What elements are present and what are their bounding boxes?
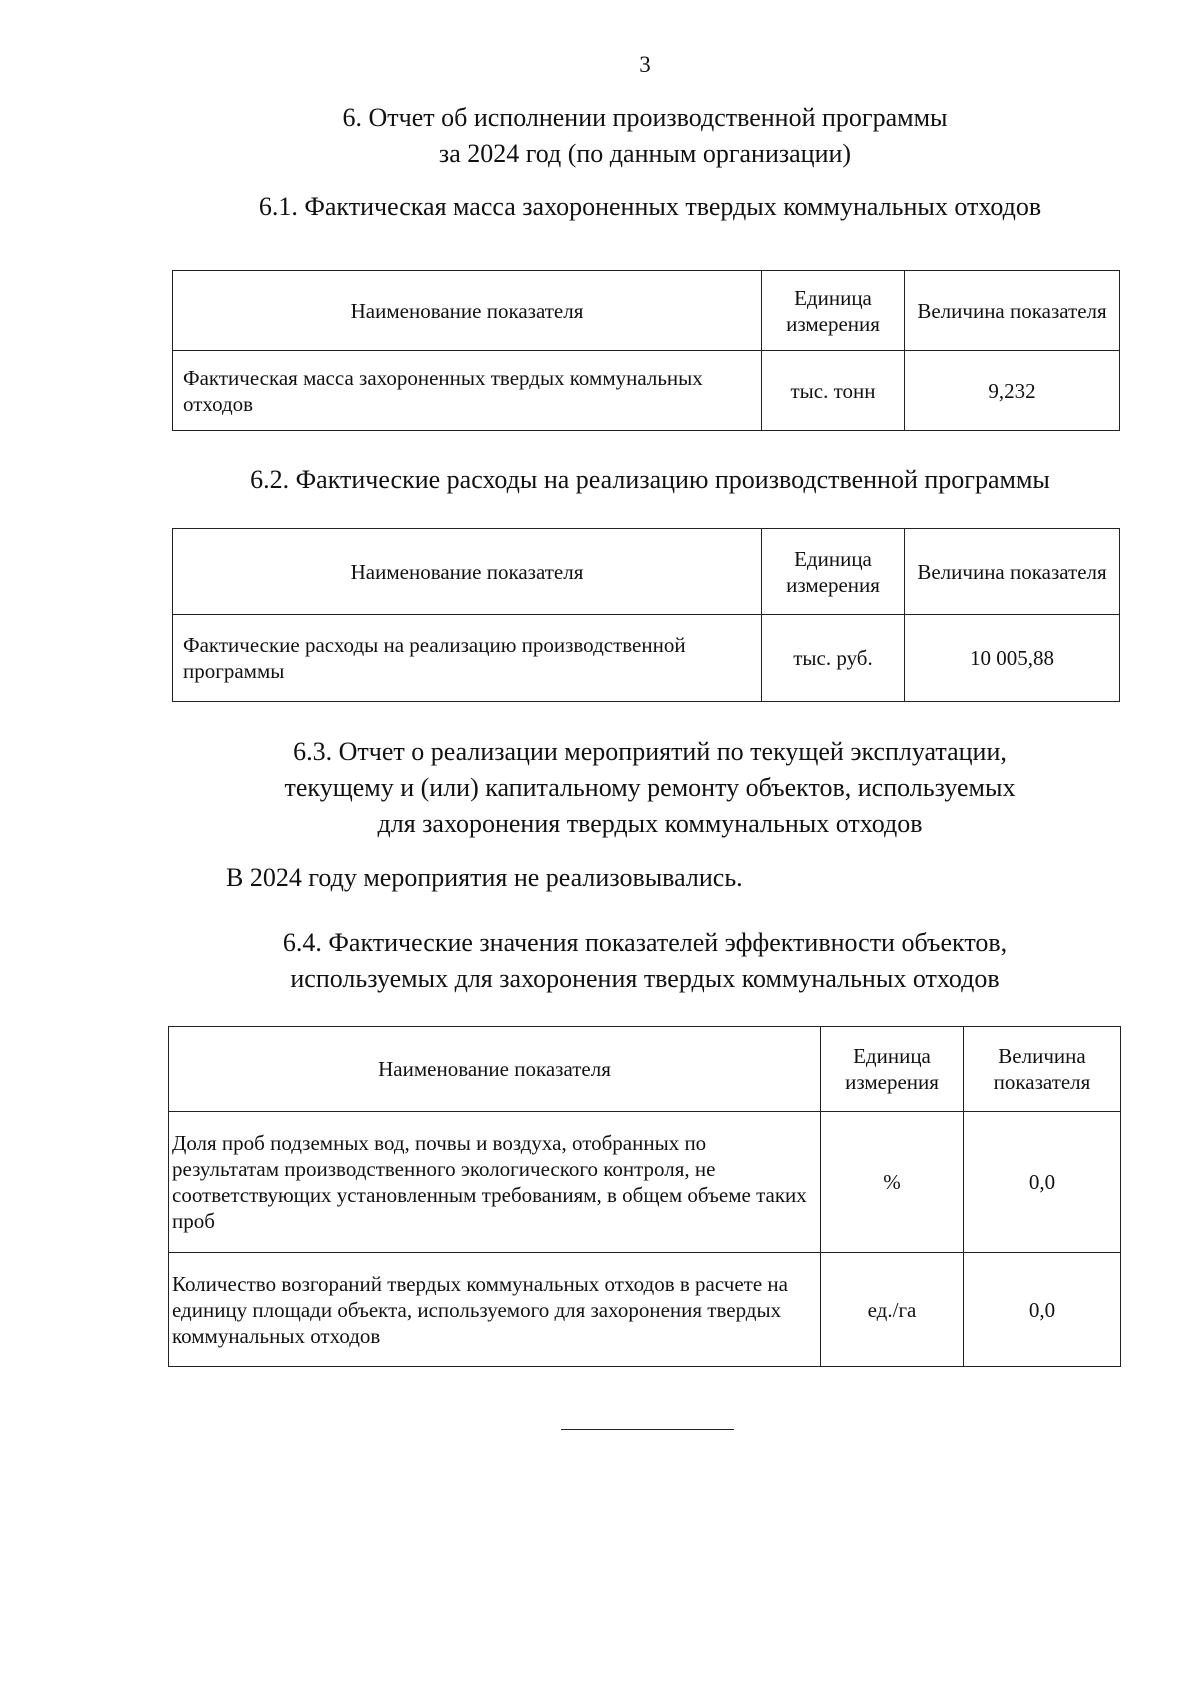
section-6-3-text: В 2024 году мероприятия не реализовывались.: [226, 863, 743, 892]
header-name: Наименование показателя: [173, 529, 762, 615]
section-6-4-title-line1: 6.4. Фактические значения показателей эффективности объектов,: [282, 928, 1008, 957]
header-name: Наименование показателя: [173, 271, 762, 351]
table-header-row: [173, 529, 1120, 615]
table-6-4: [168, 1026, 1121, 1367]
row-name: Доля проб подземных вод, почвы и воздуха, отобранных по результатам производственного экологического контроля, не соответствующих установленным требованиям, в общем объеме таких проб: [169, 1112, 821, 1253]
table-6-2: [172, 528, 1120, 702]
section-6-1-title: 6.1. Фактическая масса захороненных твердых коммунальных отходов: [258, 192, 1042, 221]
row-name: Фактические расходы на реализацию производственной программы: [173, 615, 762, 702]
table-row: [169, 1253, 1121, 1367]
section-6-3-title-line1: 6.3. Отчет о реализации мероприятий по текущей эксплуатации,: [293, 737, 1007, 766]
header-value: Величина показателя: [905, 529, 1120, 615]
table-6-1: [172, 270, 1120, 431]
table-row: [169, 1112, 1121, 1253]
table-row: [173, 351, 1120, 431]
end-rule: [561, 1429, 734, 1430]
section-6-3-title: [180, 734, 1120, 842]
row-value: 0,0: [964, 1253, 1121, 1367]
section-6-3-title-line3: для захоронения твердых коммунальных отходов: [377, 809, 923, 838]
row-value: 0,0: [964, 1112, 1121, 1253]
row-unit: ед./га: [821, 1253, 964, 1367]
report-heading: [0, 100, 1200, 172]
section-6-2-title: 6.2. Фактические расходы на реализацию производственной программы: [250, 465, 1050, 494]
row-unit: %: [821, 1112, 964, 1253]
row-name: Фактическая масса захороненных твердых коммунальных отходов: [173, 351, 762, 431]
header-unit: Единица измерения: [821, 1027, 964, 1112]
header-unit: Единица измерения: [762, 529, 905, 615]
row-unit: тыс. тонн: [762, 351, 905, 431]
table-row: [173, 615, 1120, 702]
row-value: 9,232: [905, 351, 1120, 431]
table-header-row: [173, 271, 1120, 351]
header-value: Величина показателя: [905, 271, 1120, 351]
section-6-3-title-line2: текущему и (или) капитальному ремонту объектов, используемых: [284, 773, 1016, 802]
section-6-4-title-line2: используемых для захоронения твердых коммунальных отходов: [290, 964, 1000, 993]
header-unit: Единица измерения: [762, 271, 905, 351]
table-header-row: [169, 1027, 1121, 1112]
page-number: 3: [639, 52, 651, 77]
row-name: Количество возгораний твердых коммунальных отходов в расчете на единицу площади объекта, используемого для захоронения твердых коммунальных отходов: [169, 1253, 821, 1367]
row-value: 10 005,88: [905, 615, 1120, 702]
header-value: Величина показателя: [964, 1027, 1121, 1112]
report-heading-line2: за 2024 год (по данным организации): [438, 139, 852, 168]
report-heading-line1: 6. Отчет об исполнении производственной программы: [342, 103, 948, 132]
section-6-4-title: [180, 925, 1110, 997]
header-name: Наименование показателя: [169, 1027, 821, 1112]
row-unit: тыс. руб.: [762, 615, 905, 702]
